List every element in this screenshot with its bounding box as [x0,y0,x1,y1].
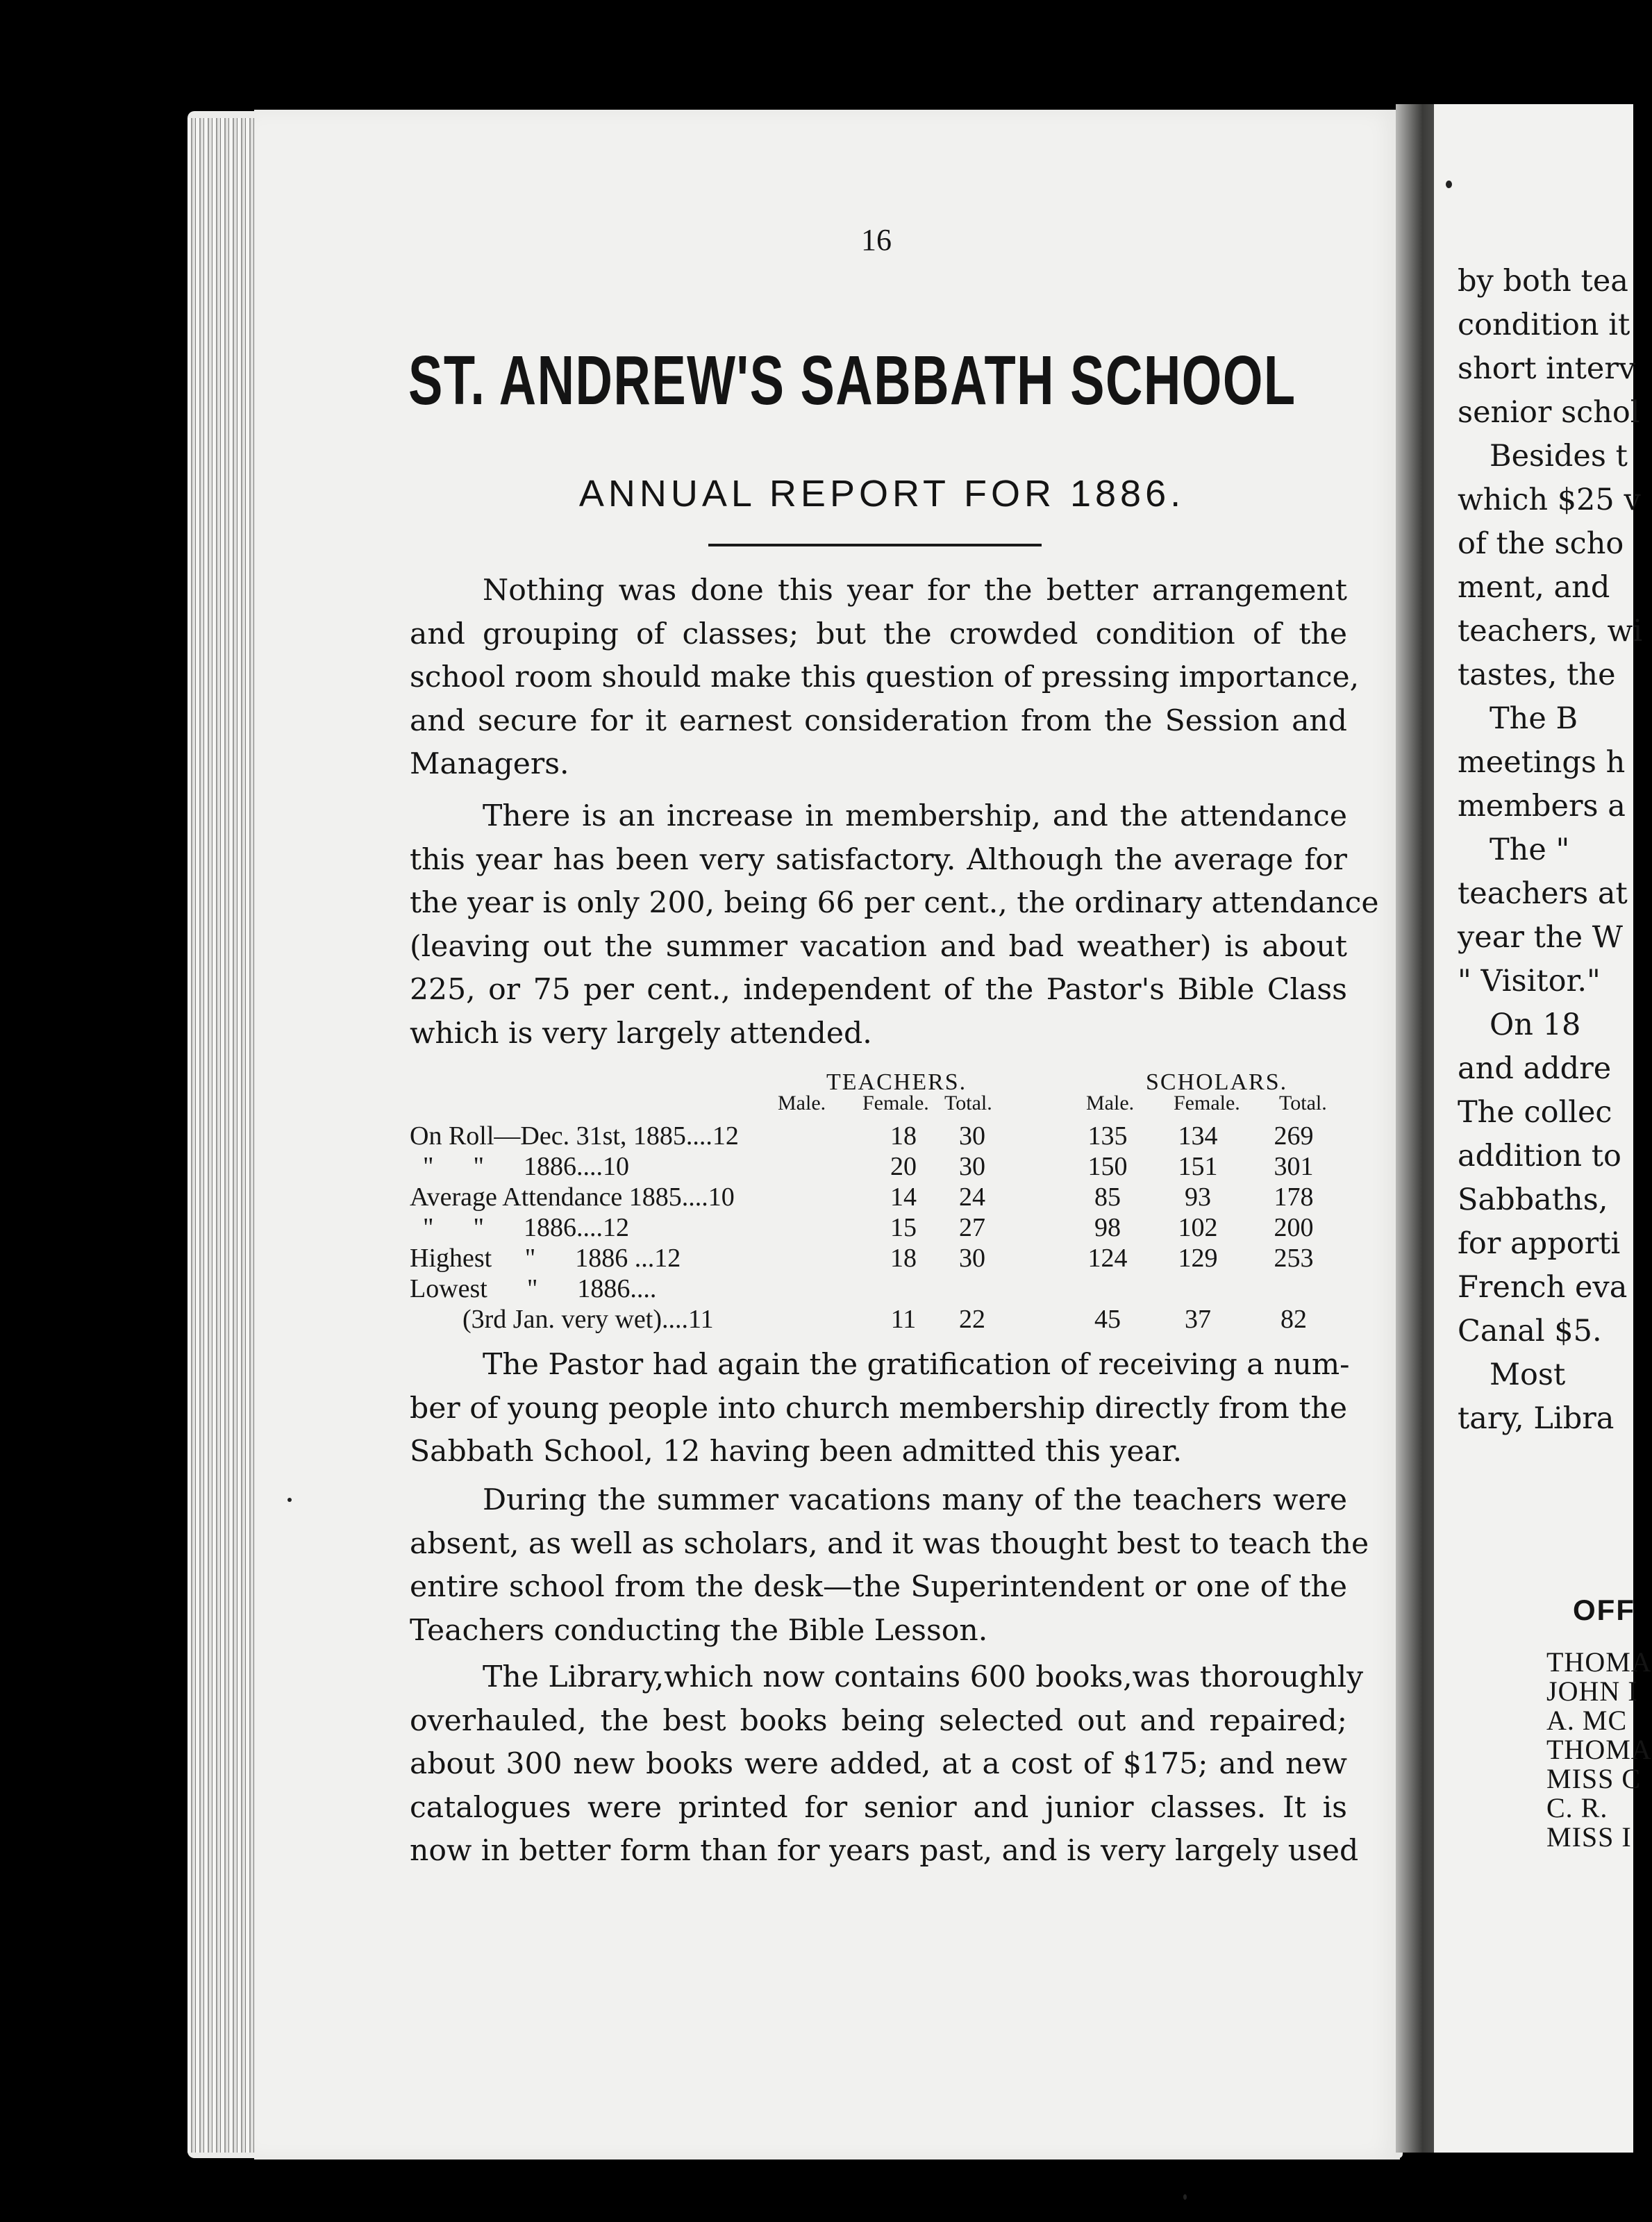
text-line: absent, as well as scholars, and it was thought best to teach the [410,1526,1369,1561]
row-label: On Roll—Dec. 31st, 1885....12 [410,1121,739,1151]
table-cell: 93 [1185,1183,1211,1212]
officer-name: MISS I [1546,1821,1632,1853]
text-line: catalogues were printed for senior and junior classes. It is [410,1790,1347,1825]
report-subtitle: ANNUAL REPORT FOR 1886. [578,473,1185,515]
text-line: Sabbath School, 12 having been admitted this year. [410,1435,1183,1469]
text-line: now in better form than for years past, and is very largely used [410,1834,1359,1868]
paragraph [410,795,1379,1055]
officer-name: THOMA [1546,1646,1652,1678]
table-cell: 37 [1185,1305,1211,1334]
table-cell: 18 [890,1244,917,1273]
page-edges [187,118,254,2153]
table-cell: 22 [959,1305,985,1334]
table-row [410,1212,1354,1243]
page-number: 16 [861,223,892,257]
officer-name: THOMA [1546,1734,1652,1765]
text-line: senior schol [1458,395,1640,430]
text-line: The Pastor had again the gratification of receiving a num- [483,1348,1350,1382]
table-cell: 11 [890,1305,917,1334]
text-line: tary, Libra [1458,1401,1615,1436]
text-line: Canal $5. [1458,1314,1602,1348]
text-line: teachers at [1458,876,1628,911]
scholars-header: SCHOLARS. [1146,1069,1288,1095]
text-line: which is very largely attended. [410,1016,872,1051]
text-line: for apporti [1458,1226,1621,1261]
text-line: the year is only 200, being 66 per cent., the ordinary attendance [410,886,1379,920]
table-cell: 102 [1178,1213,1218,1242]
text-line: short interv [1458,351,1636,386]
column-header: Total. [1279,1092,1327,1114]
table-cell: 18 [890,1121,917,1151]
text-line: about 300 new books were added, at a cost of $175; and new [410,1747,1347,1781]
paragraph [410,1344,1350,1474]
text-line: by both tea [1458,264,1628,299]
text-line: The " [1490,833,1570,867]
table-cell: 301 [1274,1152,1314,1181]
text-line: The B [1490,701,1578,736]
officers-heading: OFF [1573,1594,1635,1626]
text-line: and addre [1458,1051,1612,1086]
text-line: The collec [1458,1095,1612,1130]
row-label: Lowest " 1886.... [410,1274,657,1303]
text-line: Teachers conducting the Bible Lesson. [410,1613,988,1648]
row-label: (3rd Jan. very wet)....11 [410,1305,714,1334]
table-cell: 20 [890,1152,917,1181]
text-line: of the scho [1458,526,1624,561]
text-line: ment, and [1458,570,1610,605]
text-line: and grouping of classes; but the crowded condition of the [410,617,1347,651]
table-cell: 45 [1094,1305,1121,1334]
officer-name: JOHN I [1546,1676,1638,1707]
paragraph [410,1479,1369,1653]
text-line: During the summer vacations many of the teachers were [483,1483,1347,1517]
row-label: Highest " 1886 ...12 [410,1244,681,1273]
row-label: " " 1886....12 [410,1213,630,1242]
text-line: condition it [1458,308,1630,342]
text-line: Besides t [1490,439,1628,474]
text-line: Managers. [410,747,569,781]
table-cell: 253 [1274,1244,1314,1273]
column-header: Female. [1174,1092,1240,1114]
text-line: this year has been very satisfactory. Although the average for [410,842,1347,877]
table-cell: 14 [890,1183,917,1212]
table-cell: 178 [1274,1183,1314,1212]
table-cell: 85 [1094,1183,1121,1212]
table-cell: 82 [1280,1305,1307,1334]
row-label: " " 1886....10 [410,1152,630,1181]
table-cell: 135 [1087,1121,1128,1151]
column-header: Male. [1086,1092,1135,1114]
text-line: French eva [1458,1270,1628,1305]
column-header: Total. [944,1092,992,1114]
teachers-header: TEACHERS. [826,1069,967,1095]
text-line: On 18 [1490,1008,1581,1042]
officer-name: MISS C [1546,1763,1642,1794]
text-line: overhauled, the best books being selected out and repaired; [410,1703,1347,1738]
text-line: Most [1490,1358,1566,1392]
scan-speck [1183,2194,1187,2200]
text-line: entire school from the desk—the Superintendent or one of the [410,1570,1347,1604]
table-row [410,1151,1354,1182]
text-line: year the W [1458,920,1623,955]
text-line: school room should make this question of pressing importance, [410,660,1360,694]
table-cell: 150 [1087,1152,1128,1181]
text-line: Sabbaths, [1458,1183,1608,1217]
text-line: (leaving out the summer vacation and bad weather) is about [410,929,1347,964]
table-cell: 98 [1094,1213,1121,1242]
table-cell: 24 [959,1183,985,1212]
paragraph [410,569,1360,787]
text-line: ber of young people into church membership directly from the [410,1391,1347,1426]
text-line: addition to [1458,1139,1621,1173]
table-cell: 30 [959,1244,985,1273]
text-line: meetings h [1458,745,1626,780]
table-cell: 200 [1274,1213,1314,1242]
text-line: The Library,which now contains 600 books,was thoroughly [483,1660,1364,1694]
title-rule [708,544,1042,546]
column-header: Male. [778,1092,826,1114]
paragraph [410,1656,1364,1873]
table-cell: 124 [1087,1244,1128,1273]
text-line: members a [1458,789,1626,824]
text-line: 225, or 75 per cent., independent of the Pastor's Bible Class [410,973,1347,1007]
scan-speck [287,1498,292,1502]
officer-name: C. R. [1546,1792,1608,1823]
text-line: tastes, the [1458,658,1616,692]
column-header: Female. [862,1092,929,1114]
table-cell: 30 [959,1152,985,1181]
table-cell: 30 [959,1121,985,1151]
table-cell: 151 [1178,1152,1218,1181]
text-line: Nothing was done this year for the better arrangement [483,574,1347,608]
table-cell: 27 [959,1213,985,1242]
text-line: There is an increase in membership, and the attendance [483,799,1347,833]
page-title: ST. ANDREW'S SABBATH SCHOOL [408,342,1296,419]
text-line: " Visitor." [1458,964,1601,999]
text-line: and secure for it earnest consideration from the Session and [410,703,1347,738]
table-row [410,1243,1354,1273]
officer-name: A. MC [1546,1705,1628,1736]
table-cell: 134 [1178,1121,1218,1151]
text-line: which $25 v [1458,483,1641,517]
table-row [410,1121,1354,1151]
table-cell: 269 [1274,1121,1314,1151]
text-line: teachers, wi [1458,614,1643,649]
scan-speck [1446,181,1452,188]
table-row [410,1304,1354,1335]
table-row [410,1182,1354,1212]
row-label: Average Attendance 1885....10 [410,1183,735,1212]
table-cell: 15 [890,1213,917,1242]
table-cell: 129 [1178,1244,1218,1273]
table-row [410,1273,1354,1304]
right-page [1434,104,1652,2153]
